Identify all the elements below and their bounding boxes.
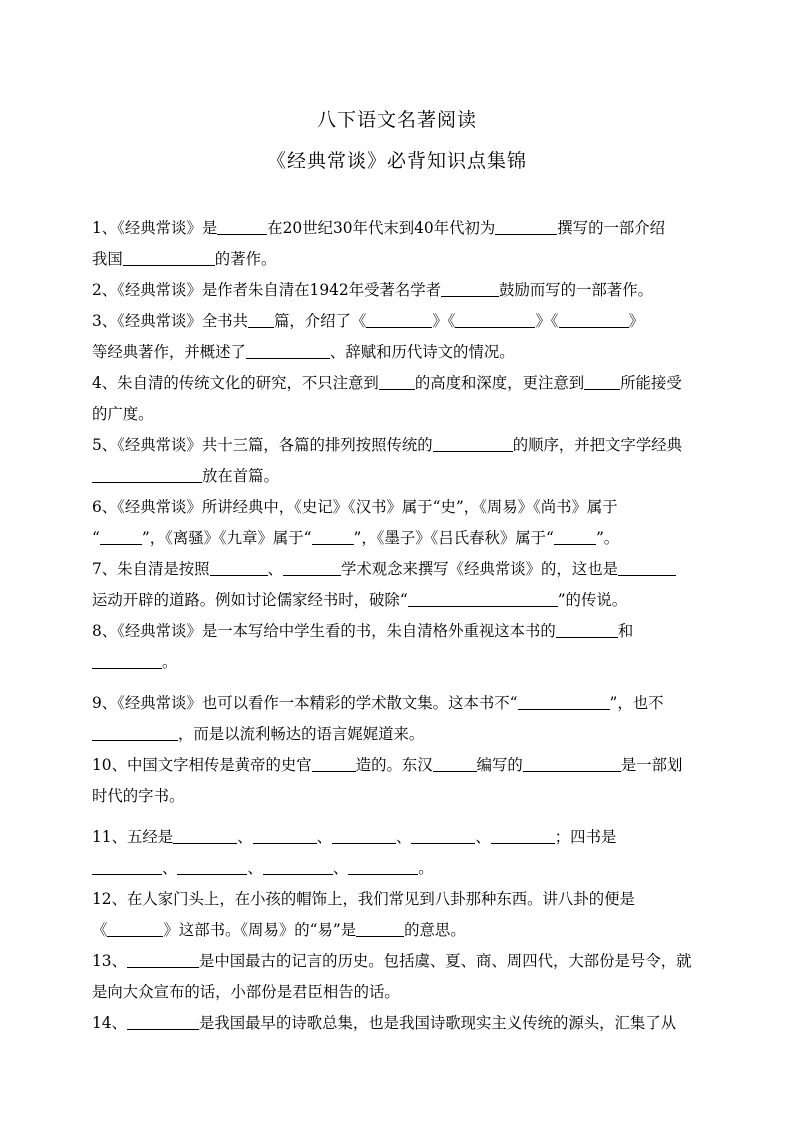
question-text: 造的。东汉 [355,756,433,774]
answer-blank[interactable] [518,692,610,710]
answer-blank[interactable] [177,857,247,875]
answer-blank[interactable] [332,826,396,844]
question-text: 的意思。 [404,921,466,939]
answer-blank[interactable] [312,754,356,772]
question-text: 10、中国文字相传是黄帝的史官 [92,756,312,774]
question-13-line-2 [92,977,712,1008]
question-text: 编写的 [476,756,523,774]
question-text: 的高度和深度，更注意到 [414,374,585,392]
question-text: ”，也不 [609,694,664,712]
answer-blank[interactable] [263,857,333,875]
question-text: 《 [92,921,108,939]
answer-blank[interactable] [127,1012,199,1030]
question-text: 的著作。 [214,250,277,268]
question-text: 我国 [92,250,123,268]
answer-blank[interactable] [356,919,404,937]
answer-blank[interactable] [100,527,142,545]
question-text: 、 [162,859,178,877]
answer-blank[interactable] [123,248,215,266]
question-text: ”，《离骚》《九章》属于“ [141,529,312,547]
question-text: 、 [475,828,491,846]
answer-blank[interactable] [92,465,202,483]
page-title: 八下语文名著阅读 [316,109,477,131]
question-text: 》《 [432,312,456,330]
question-text: 1、《经典常谈》是 [92,219,218,237]
question-8-line-1 [92,616,712,647]
question-5-line-2 [92,461,712,492]
answer-blank[interactable] [348,857,418,875]
question-text: ”的传说。 [557,591,628,609]
question-13-line-1 [92,946,712,977]
answer-blank[interactable] [92,651,162,669]
answer-blank[interactable] [491,826,555,844]
question-2-line-1 [92,275,712,306]
question-14-line-1 [92,1008,712,1039]
question-7-line-2 [92,585,712,616]
question-9-line-2 [92,719,712,750]
question-10-line-1 [92,750,712,781]
answer-blank[interactable] [253,826,317,844]
question-text: 所能接受 [620,374,682,392]
question-text: 鼓励而写的一部著作。 [499,281,653,299]
answer-blank[interactable] [559,310,629,328]
question-text: 6、《经典常谈》所讲经典中，《史记》《汉书》属于“史”，《周易》《尚书》属于 [92,498,618,516]
question-text: 》《 [535,312,559,330]
answer-blank[interactable] [556,620,618,638]
question-text: 13、 [92,952,127,970]
question-text: 等经典著作，并概述了 [92,343,246,361]
question-text: 14、 [92,1014,127,1032]
question-4-line-1 [92,368,712,399]
question-text: 、 [332,859,349,877]
question-text: 。 [162,653,178,671]
answer-blank[interactable] [441,279,499,297]
question-11-line-1 [92,822,712,853]
question-9-line-1 [92,688,712,719]
question-text: 、辞赋和历代诗文的情况。 [329,343,515,361]
question-7-line-1 [92,554,712,585]
question-3-line-1 [92,306,712,337]
question-12-line-2 [92,915,712,946]
answer-blank[interactable] [92,723,178,741]
answer-blank[interactable] [523,754,621,772]
question-text: 的广度。 [92,405,154,423]
question-text: 、 [247,859,263,877]
question-text: ”。 [595,529,620,547]
question-text: 、 [237,828,253,846]
question-text: 、 [267,560,283,578]
answer-blank[interactable] [379,372,415,390]
question-text: 》 [628,312,644,330]
question-text: 9、《经典常谈》也可以看作一本精彩的学术散文集。这本书不“ [92,694,518,712]
answer-blank[interactable] [433,434,513,452]
answer-blank[interactable] [366,310,432,328]
answer-blank[interactable] [283,558,341,576]
question-6-line-1 [92,492,712,523]
question-text: 》这部书。《周易》的“易”是 [163,921,357,939]
question-text: 放在首篇。 [202,467,279,485]
question-text: 。 [418,859,434,877]
question-text: 和 [617,622,634,640]
question-text: 是我国最早的诗歌总集，也是我国诗歌现实主义传统的源头，汇集了从 [198,1014,677,1032]
answer-blank[interactable] [455,310,535,328]
question-8-line-2 [92,647,712,678]
question-text: 学术观念来撰写《经典常谈》的，这也是 [340,560,618,578]
question-text: 是向大众宣布的话，小部份是君臣相告的话。 [92,983,400,1001]
question-text: “ [92,529,100,547]
question-6-line-2 [92,523,712,554]
question-1-line-2 [92,244,712,275]
answer-blank[interactable] [173,826,237,844]
question-text: ，而是以流利畅达的语言娓娓道来。 [178,725,425,743]
question-text: 是中国最古的记言的历史。包括虞、夏、商、周四代，大部份是号令，就 [198,952,692,970]
answer-blank[interactable] [433,754,477,772]
question-text: 2、《经典常谈》是作者朱自清在1942年受著名学者 [92,281,442,299]
answer-blank[interactable] [246,341,330,359]
answer-blank[interactable] [408,589,558,607]
question-text: 5、《经典常谈》共十三篇，各篇的排列按照传统的 [92,436,433,454]
question-text: 、 [395,828,412,846]
question-text: 8、《经典常谈》是一本写给中学生看的书，朱自清格外重视这本书的 [92,622,556,640]
question-text: 撰写的一部介绍 [557,219,666,237]
question-3-line-2 [92,337,712,368]
answer-blank[interactable] [248,310,274,328]
question-text: 的顺序，并把文字学经典 [512,436,682,454]
question-text: 在20世纪30年代末到40年代初为 [267,219,496,237]
question-text: 、 [316,828,332,846]
question-10-line-2 [92,781,712,812]
answer-blank[interactable] [312,527,354,545]
answer-blank[interactable] [618,558,676,576]
question-5-line-1 [92,430,712,461]
answer-blank[interactable] [217,217,267,235]
question-text: 篇，介绍了《 [274,312,367,330]
question-text: 11、五经是 [92,828,174,846]
question-text: 4、朱自清的传统文化的研究，不只注意到 [92,374,379,392]
question-1-line-1 [92,213,712,244]
question-text: 是一部划 [620,756,683,774]
answer-blank[interactable] [210,558,268,576]
question-text: ”，《墨子》《吕氏春秋》属于“ [353,529,554,547]
answer-blank[interactable] [127,950,199,968]
answer-blank[interactable] [554,527,596,545]
question-list [92,213,712,1039]
question-4-line-2 [92,399,712,430]
question-text: 3、《经典常谈》全书共 [92,312,248,330]
question-11-line-2 [92,853,712,884]
question-text: ；四书是 [554,828,617,846]
question-12-line-1 [92,884,712,915]
answer-blank[interactable] [495,217,557,235]
question-text: 12、在人家门头上，在小孩的帽饰上，我们常见到八卦那种东西。讲八卦的便是 [92,890,635,908]
page-subtitle: 《经典常谈》必背知识点集锦 [266,150,527,172]
question-text: 运动开辟的道路。例如讨论儒家经书时，破除“ [92,591,408,609]
question-text: 时代的字书。 [92,787,185,805]
answer-blank[interactable] [92,857,162,875]
answer-blank[interactable] [411,826,475,844]
answer-blank[interactable] [107,919,163,937]
question-text: 7、朱自清是按照 [92,560,210,578]
answer-blank[interactable] [584,372,620,390]
